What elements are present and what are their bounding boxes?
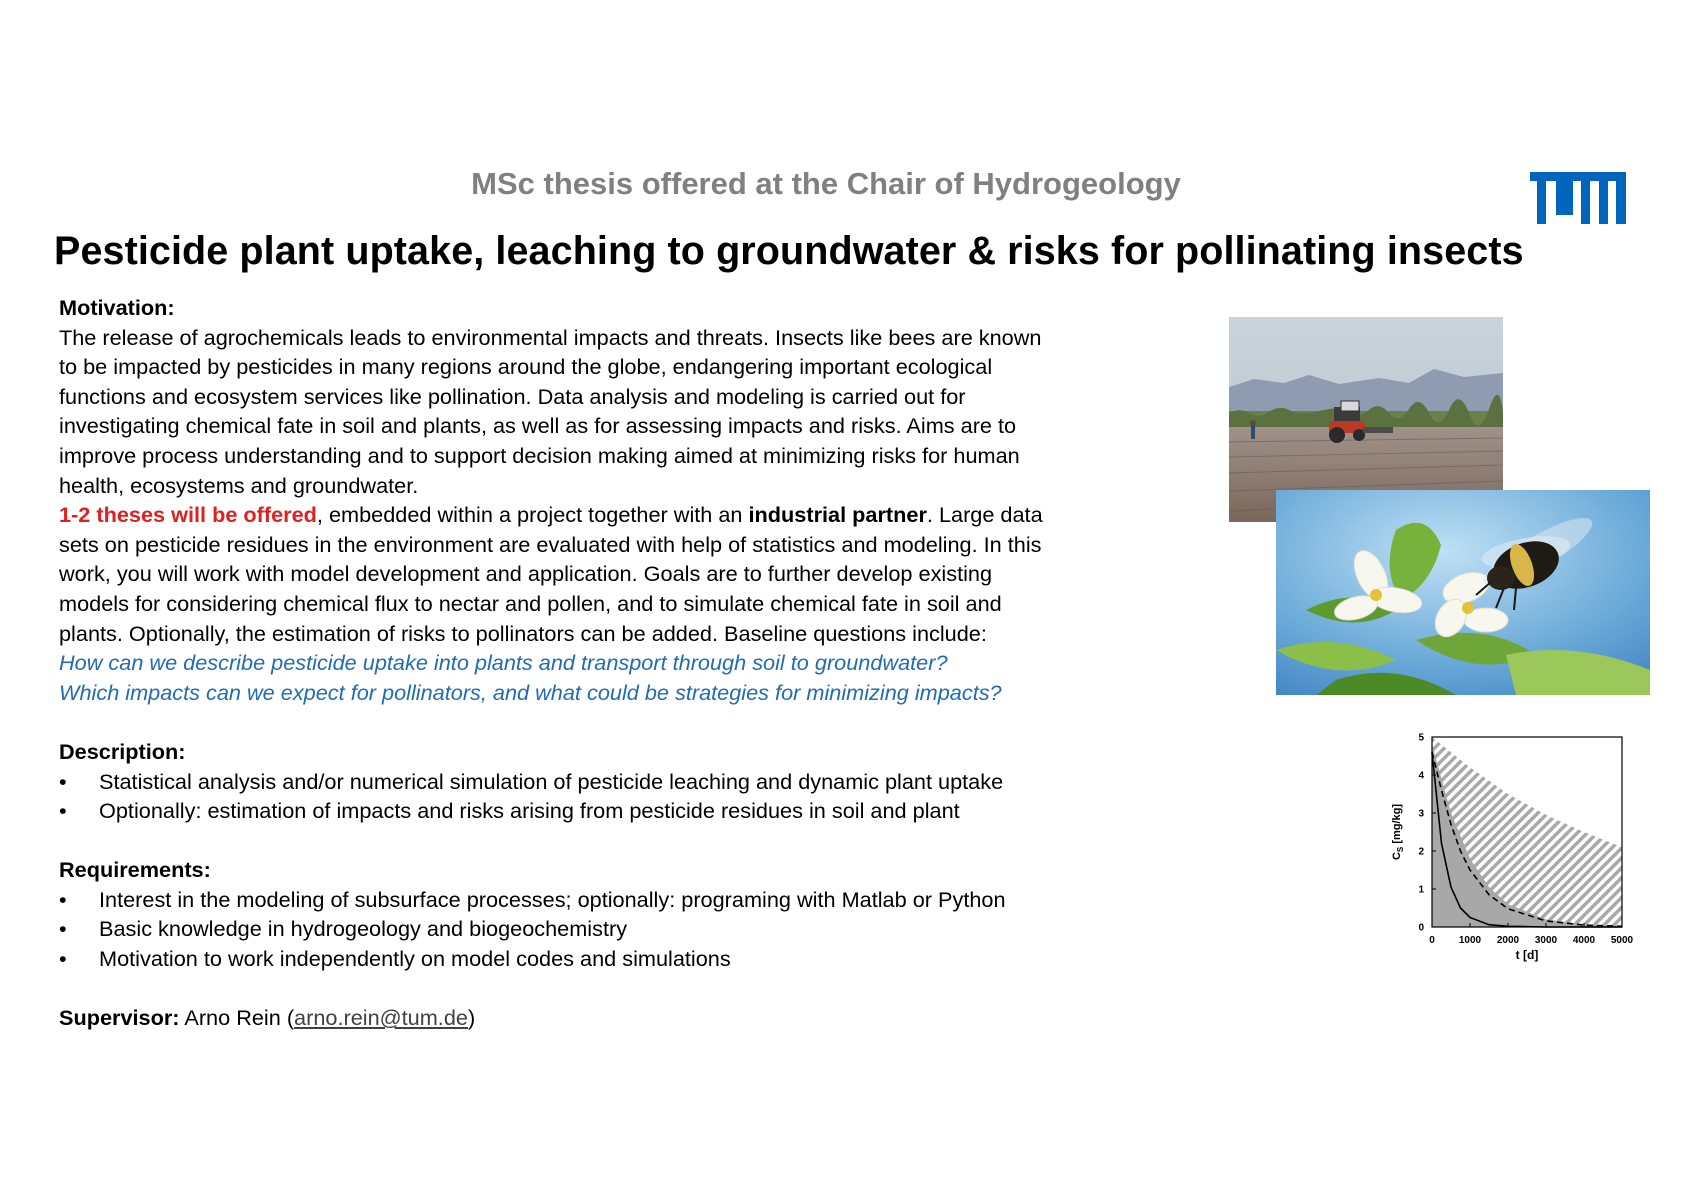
concentration-chart — [1366, 725, 1666, 985]
description-item — [59, 796, 1189, 826]
tum-logo-icon — [1530, 172, 1626, 224]
offer-text-end: . Large data — [926, 502, 1043, 528]
offer-text: , embedded within a project together with an — [316, 502, 749, 528]
x-tick-label: 1000 — [1458, 935, 1482, 946]
motivation-line: sets on pesticide residues in the environment are evaluated with help of statistics and modeling. In this — [59, 531, 1042, 557]
supervisor-label: Supervisor: — [59, 1005, 180, 1031]
requirements-item-text: Basic knowledge in hydrogeology and biogeochemistry — [99, 916, 628, 942]
thesis-content — [59, 293, 1189, 1033]
requirements-item — [59, 914, 1189, 944]
motivation-line: The release of agrochemicals leads to environmental impacts and threats. Insects like bees are known — [59, 324, 1042, 350]
motivation-line: improve process understanding and to support decision making aimed at minimizing risks for human — [59, 442, 1020, 468]
motivation-line: to be impacted by pesticides in many regions around the globe, endangering important ecological — [59, 354, 993, 380]
motivation-line: health, ecosystems and groundwater. — [59, 472, 419, 498]
x-tick-label: 5000 — [1610, 935, 1634, 946]
industrial-partner: industrial partner — [748, 502, 927, 528]
description-heading: Description: — [59, 738, 186, 764]
supervisor-suffix: ) — [467, 1005, 476, 1031]
offer-line — [59, 500, 1189, 530]
x-tick-label: 0 — [1429, 935, 1435, 946]
supervisor-line — [59, 1003, 1189, 1033]
offer-highlight: 1-2 theses will be offered — [59, 502, 317, 528]
y-tick-label: 1 — [1418, 884, 1424, 896]
description-item — [59, 767, 1189, 797]
requirements-item-text: Interest in the modeling of subsurface processes; optionally: programing with Matlab or Python — [99, 886, 1006, 912]
supervisor-name: Arno Rein ( — [179, 1005, 295, 1031]
motivation-line: work, you will work with model development and application. Goals are to further develop existing — [59, 561, 993, 587]
motivation-line: investigating chemical fate in soil and plants, as well as for assessing impacts and risks. Aims are to — [59, 413, 1017, 439]
x-axis-label: t [d] — [1515, 948, 1539, 962]
bee-on-blossom-photo — [1276, 490, 1650, 695]
bullet-icon: • — [59, 946, 67, 972]
description-item-text: Statistical analysis and/or numerical simulation of pesticide leaching and dynamic plant uptake — [99, 768, 1004, 794]
x-tick-label: 3000 — [1534, 935, 1558, 946]
requirements-item-text: Motivation to work independently on model codes and simulations — [99, 946, 731, 972]
bullet-icon: • — [59, 798, 67, 824]
baseline-question: How can we describe pesticide uptake into plants and transport through soil to groundwater? — [59, 650, 948, 676]
motivation-line: functions and ecosystem services like pollination. Data analysis and modeling is carried out for — [59, 383, 966, 409]
bullet-icon: • — [59, 916, 67, 942]
description-item-text: Optionally: estimation of impacts and risks arising from pesticide residues in soil and plant — [99, 798, 960, 824]
requirements-heading: Requirements: — [59, 857, 211, 883]
baseline-question: Which impacts can we expect for pollinators, and what could be strategies for minimizing impacts? — [59, 679, 1002, 705]
supervisor-email-link[interactable]: arno.rein@tum.de — [294, 1005, 468, 1031]
y-tick-label: 2 — [1418, 846, 1424, 858]
bullet-icon: • — [59, 886, 67, 912]
requirements-item — [59, 944, 1189, 974]
y-tick-label: 3 — [1418, 808, 1424, 820]
page-title: Pesticide plant uptake, leaching to groundwater & risks for pollinating insects — [54, 229, 1524, 273]
x-tick-label: 4000 — [1572, 935, 1596, 946]
y-tick-label: 4 — [1418, 770, 1424, 782]
motivation-line: plants. Optionally, the estimation of risks to pollinators can be added. Baseline questions include: — [59, 620, 987, 646]
y-axis-label: $C_S$ [mg/kg] — [1391, 803, 1405, 861]
x-tick-label: 2000 — [1496, 935, 1520, 946]
requirements-item — [59, 885, 1189, 915]
motivation-line: models for considering chemical flux to nectar and pollen, and to simulate chemical fate in soil and — [59, 590, 1002, 616]
y-tick-label: 0 — [1418, 922, 1424, 934]
motivation-heading: Motivation: — [59, 295, 175, 320]
bullet-icon: • — [59, 768, 67, 794]
y-tick-label: 5 — [1418, 732, 1424, 744]
motivation-text — [59, 323, 1189, 708]
subtitle: MSc thesis offered at the Chair of Hydrogeology — [471, 166, 1181, 201]
